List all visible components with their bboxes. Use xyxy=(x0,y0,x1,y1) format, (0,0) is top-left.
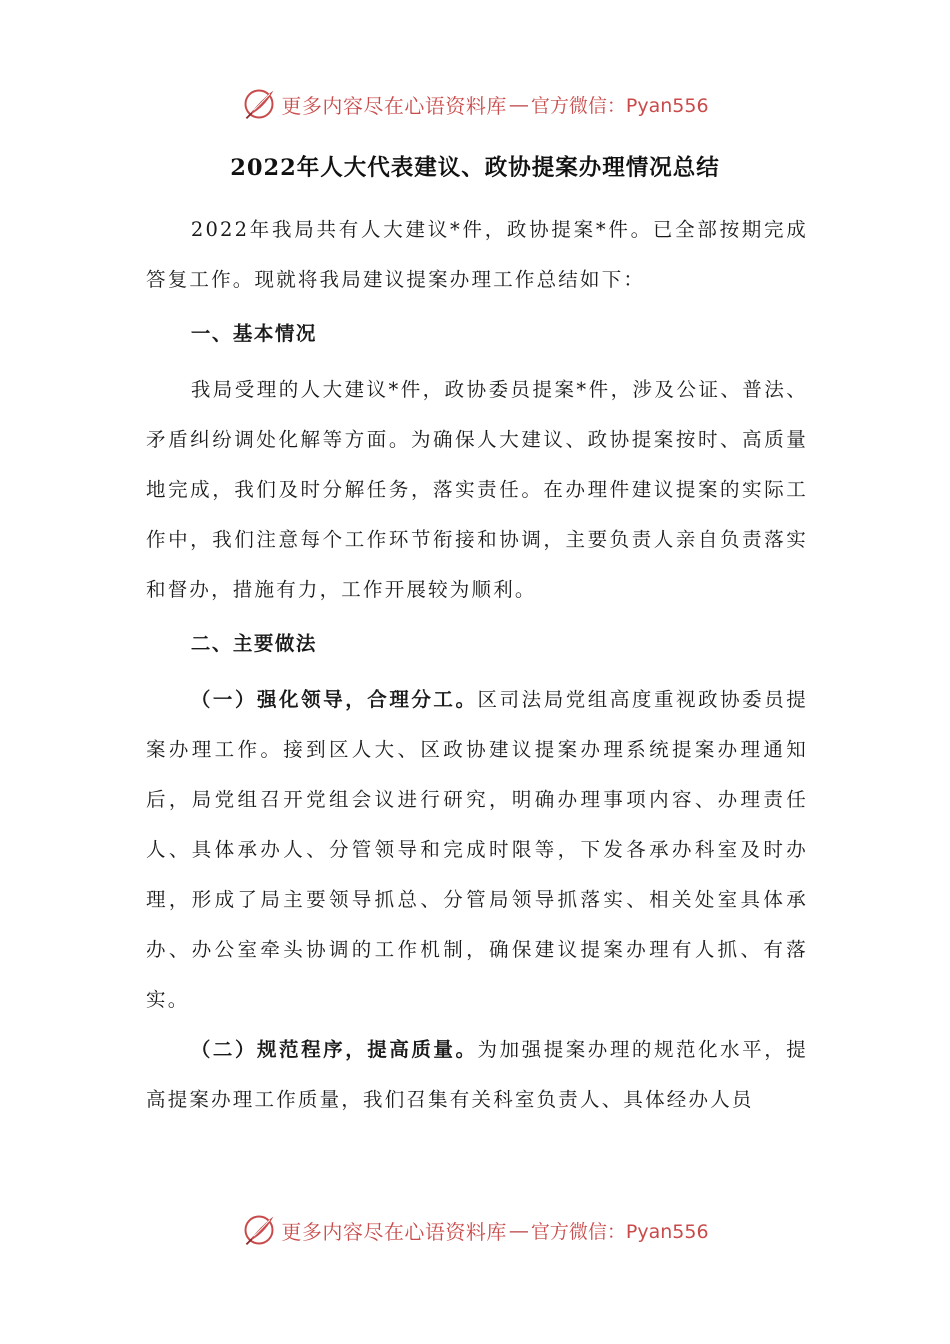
footer-banner xyxy=(0,1208,950,1252)
banner-wechat-text: 官方微信：Pyan556 xyxy=(530,94,709,117)
item2-body: 为加强提案办理的规范化水平，提高提案办理工作质量，我们召集有关科室负责人、具体经办人员 xyxy=(146,1038,808,1111)
footer-banner-content xyxy=(241,1212,708,1248)
header-banner xyxy=(0,82,950,126)
item2-lead: （二）规范程序，提高质量。 xyxy=(190,1038,478,1061)
footer-library-text: 更多内容尽在心语资料库 xyxy=(281,1219,507,1244)
item1-body: 区司法局党组高度重视政协委员提案办理工作。接到区人大、区政协建议提案办理系统提案办理通知后，局党组召开党组会议进行研究，明确办理事项内容、办理责任人、具体承办人、分管领导和完成时限等，下发各承办科室及时办理，形成了局主要领导抓总、分管局领导抓落实、相关处室具体承办、办公室牵头协调的工作机制，确保建议提案办理有人抓、有落实。 xyxy=(146,688,808,1011)
quill-pen-logo-icon xyxy=(241,86,277,122)
intro-paragraph: 2022年我局共有人大建议*件，政协提案*件。已全部按期完成答复工作。现就将我局建议提案办理工作总结如下： xyxy=(146,218,808,291)
section2-heading: 二、主要做法 xyxy=(190,632,317,655)
item1-lead: （一）强化领导，合理分工。 xyxy=(190,688,478,711)
section1-paragraph: 我局受理的人大建议*件，政协委员提案*件，涉及公证、普法、矛盾纠纷调处化解等方面。为确保人大建议、政协提案按时、高质量地完成，我们及时分解任务，落实责任。在办理件建议提案的实际工作中，我们注意每个工作环节衔接和协调，主要负责人亲自负责落实和督办，措施有力，工作开展较为顺利。 xyxy=(146,378,808,601)
banner-library-text: 更多内容尽在心语资料库 xyxy=(281,93,507,118)
section1-heading: 一、基本情况 xyxy=(190,322,317,345)
banner-separator: — xyxy=(508,92,529,116)
section2-item2-paragraph xyxy=(146,1025,808,1125)
page-title: 2022年人大代表建议、政协提案办理情况总结 xyxy=(230,155,720,181)
footer-wechat-text: 官方微信：Pyan556 xyxy=(530,1220,709,1243)
footer-separator: — xyxy=(508,1218,529,1242)
section2-item1-paragraph xyxy=(146,675,808,1025)
banner-content xyxy=(241,86,708,122)
quill-pen-logo-icon xyxy=(241,1212,277,1248)
document-body xyxy=(146,205,808,1125)
